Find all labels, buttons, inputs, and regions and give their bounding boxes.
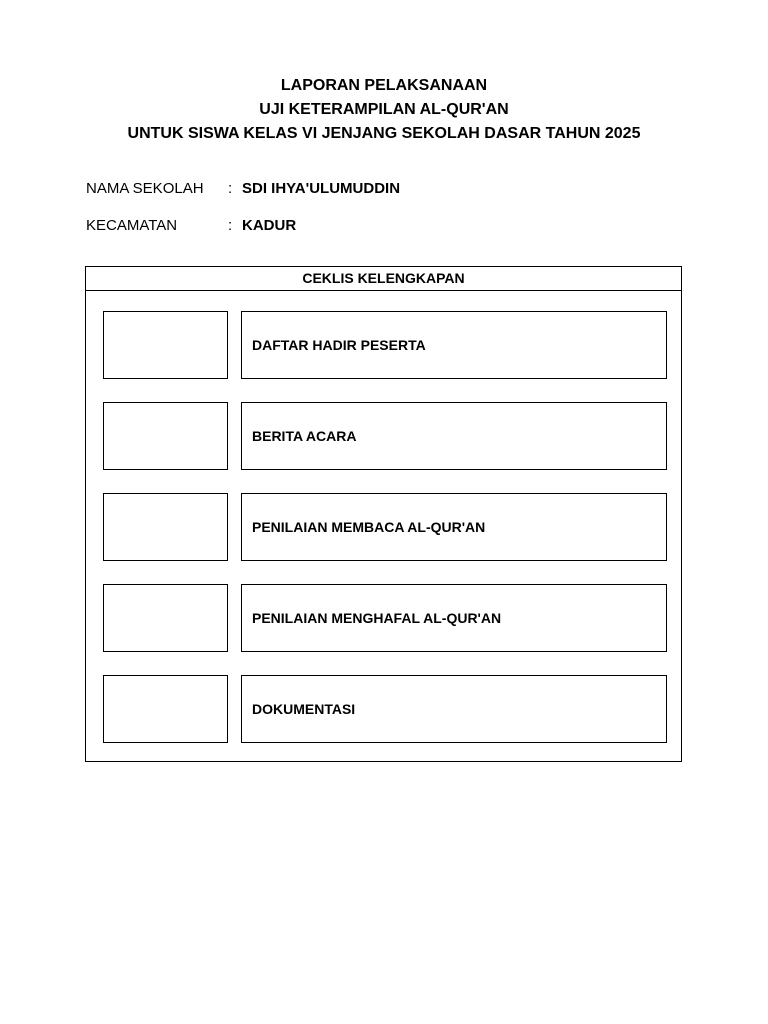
district-value: KADUR [242,217,297,234]
title-line-1: LAPORAN PELAKSANAAN [280,77,488,94]
label-box-daftar-hadir [241,311,667,379]
school-name-value: SDI IHYA'ULUMUDDIN [242,180,401,197]
label-box-penilaian-membaca [241,493,667,561]
checklist-item-dokumentasi [86,675,681,743]
label-box-dokumentasi [241,675,667,743]
checklist-item-label: BERITA ACARA [252,428,357,444]
checkbox-dokumentasi[interactable] [103,675,228,743]
checkbox-daftar-hadir[interactable] [103,311,228,379]
checklist-header: CEKLIS KELENGKAPAN [86,267,681,291]
school-name-separator: : [228,180,233,197]
title-line-3: UNTUK SISWA KELAS VI JENJANG SEKOLAH DASAR TAHUN 2025 [127,125,641,142]
district-row [86,216,296,236]
checklist-item-penilaian-menghafal [86,584,681,652]
checklist-item-label: DOKUMENTASI [252,701,356,717]
school-name-row [86,179,400,199]
checklist-item-label: DAFTAR HADIR PESERTA [252,337,426,353]
document-title [0,74,768,146]
checklist-item-berita-acara [86,402,681,470]
district-label: KECAMATAN [86,217,178,234]
checkbox-penilaian-membaca[interactable] [103,493,228,561]
title-line-2: UJI KETERAMPILAN AL-QUR'AN [259,101,509,118]
district-separator: : [228,217,233,234]
label-box-penilaian-menghafal [241,584,667,652]
checkbox-penilaian-menghafal[interactable] [103,584,228,652]
school-name-label: NAMA SEKOLAH [86,180,204,197]
checklist-item-label: PENILAIAN MEMBACA AL-QUR'AN [252,519,486,535]
checklist-item-label: PENILAIAN MENGHAFAL AL-QUR'AN [252,610,502,626]
checklist-item-daftar-hadir [86,311,681,379]
checklist-table [85,266,682,762]
label-box-berita-acara [241,402,667,470]
checkbox-berita-acara[interactable] [103,402,228,470]
checklist-item-penilaian-membaca [86,493,681,561]
